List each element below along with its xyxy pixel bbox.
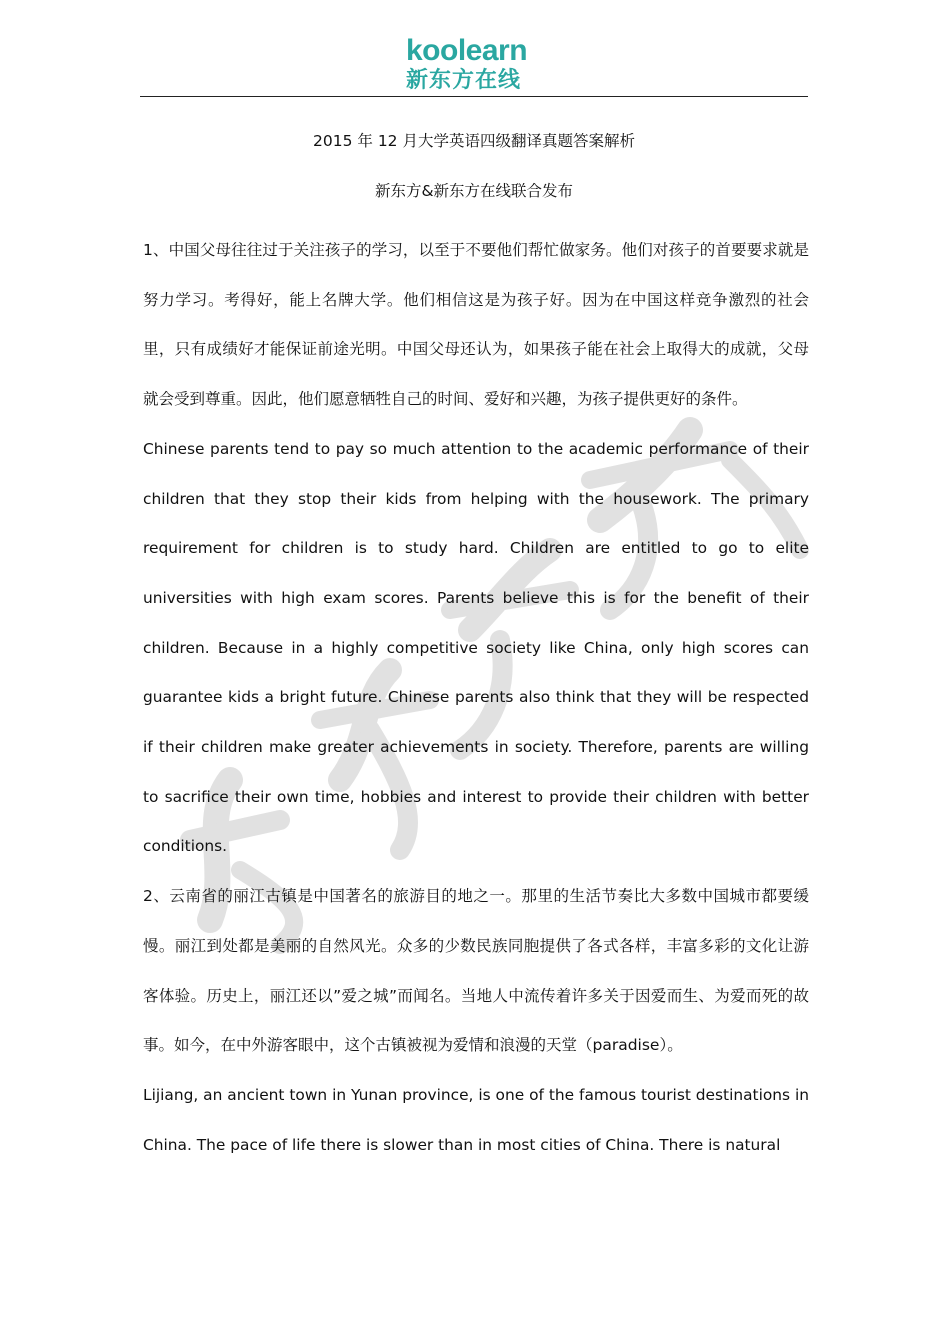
section-2-chinese: 2、云南省的丽江古镇是中国著名的旅游目的地之一。那里的生活节奏比大多数中国城市都要缓慢。丽江到处都是美丽的自然风光。众多的少数民族同胞提供了各式各样，丰富多彩的文化让游客体验。历史上，丽江还以”爱之城”而闻名。当地人中流传着许多关于因爱而生、为爱而死的故事。如今，在中外游客眼中，这个古镇被视为爱情和浪漫的天堂（paradise）。 [143, 887, 809, 1055]
header-divider [140, 96, 808, 97]
section-1-english: Chinese parents tend to pay so much attention to the academic performance of their children that they stop their kids from helping with the housework. The primary requirement for children is to study hard. Children are entitled to go to elite universities with high exam scores. Parents believe this is for the benefit of their children. Because in a highly competitive society like China, only high scores can guarantee kids a bright future. Chinese parents also think that they will be respected if their children make greater achievements in society. Therefore, parents are willing to sacrifice their own time, hobbies and interest to provide their children with better conditions. [143, 439, 809, 856]
document-title: 2015 年 12 月大学英语四级翻译真题答案解析 [313, 132, 635, 150]
document-subtitle: 新东方&新东方在线联合发布 [374, 182, 574, 200]
section-2-english: Lijiang, an ancient town in Yunan province, is one of the famous tourist destinations in China. The pace of life there is slower than in most cities of China. There is natural [143, 1085, 809, 1154]
koolearn-logo [404, 34, 554, 98]
section-1-chinese: 1、中国父母往往过于关注孩子的学习，以至于不要他们帮忙做家务。他们对孩子的首要要求就是努力学习。考得好，能上名牌大学。他们相信这是为孩子好。因为在中国这样竞争激烈的社会里，只有成绩好才能保证前途光明。中国父母还认为，如果孩子能在社会上取得大的成就，父母就会受到尊重。因此，他们愿意牺牲自己的时间、爱好和兴趣，为孩子提供更好的条件。 [143, 241, 809, 409]
logo-wordmark: koolearn [406, 34, 528, 67]
document-body [143, 226, 809, 1170]
logo-chinese-name: 新东方在线 [406, 68, 522, 93]
page-header [0, 0, 950, 100]
